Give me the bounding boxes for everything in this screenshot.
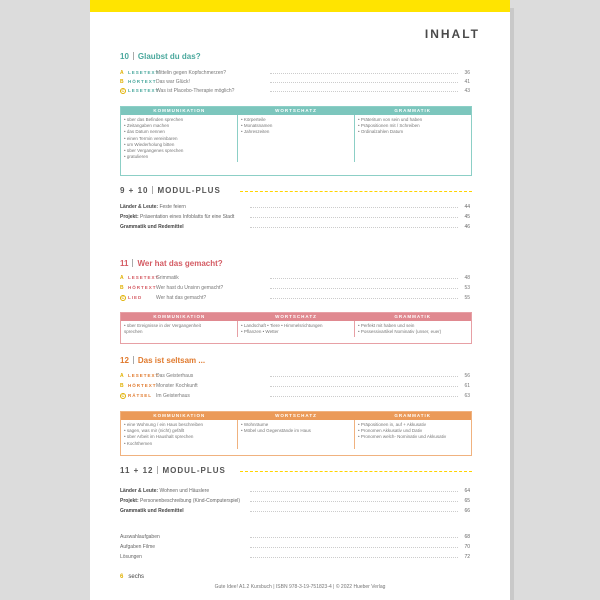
top-accent-bar — [90, 0, 510, 12]
chapter-heading — [120, 52, 201, 61]
toc-entry[interactable]: C RÄTSEL Im Geisterhaus 63 — [121, 393, 470, 399]
wortschatz-col: • Landschaft • Tiere • Himmelsrichtungen • Pflanzen • Wetter — [237, 321, 354, 337]
chapter-heading: 12 Das ist seltsam ... — [120, 356, 206, 365]
toc-entry[interactable]: B HÖRTEXTWer hast du Unsinn gemacht? 53 — [120, 285, 470, 291]
toc-entry[interactable]: A LESETEXTGrimmatik 48 — [120, 275, 470, 281]
toc-entry[interactable]: Länder & Leute: Wohnen und Häuslere 64 — [120, 488, 470, 494]
dashed-divider — [240, 191, 472, 192]
grammatik-col: • Präteritum von sein und haben • Präpositionen mit / Schreiben • Ordinalzahlen Datum — [354, 115, 471, 162]
toc-entry[interactable]: Grammatik und Redemittel 66 — [120, 508, 470, 514]
kommunikation-col: • über Ereignisse in der Vergangenheit sprechen — [124, 323, 201, 335]
toc-entry[interactable]: C LESETEXTWas ist Placebo-Therapie möglich? 43 — [121, 88, 470, 94]
toc-entry[interactable]: C LIED Wer hat das gemacht? 55 — [121, 295, 470, 301]
toc-entry[interactable]: Projekt: Präsentation eines Infoblatts für eine Stadt 45 — [120, 214, 470, 220]
dashed-divider — [240, 471, 472, 472]
chapter-title: Glaubst du das? — [137, 52, 201, 61]
toc-entry[interactable]: A LESETEXTMittelin gegen Kopfschmerzen? 36 — [120, 70, 470, 76]
chapter-heading: 9 + 10 MODUL-PLUS — [120, 186, 221, 195]
toc-page — [90, 0, 510, 600]
wortschatz-col: • Körperteile • Monatsnamen • Jahreszeiten — [237, 115, 354, 162]
page-title: INHALT — [424, 27, 480, 41]
toc-entry[interactable]: Grammatik und Redemittel 46 — [120, 224, 470, 230]
toc-entry[interactable]: Auswahlaufgaben 68 — [120, 534, 470, 540]
toc-entry[interactable]: A LESETEXTDas Geisterhaus 56 — [120, 373, 470, 379]
toc-entry[interactable]: Projekt: Personenbeschreibung (Kind-Computerspiel) 65 — [120, 498, 470, 504]
chapter-heading: 11 Wer hat das gemacht? — [120, 259, 223, 268]
page-number: 6 sechs — [120, 574, 145, 580]
kommunikation-col: • über das Befinden sprechen • Zeitangaben machen • das Datum nennen • einen Termin vereinbaren • um Wiederholung bitten • über Vergangenes sprechen • gratulieren — [124, 117, 184, 160]
toc-entry[interactable]: Aufgaben Filme 70 — [120, 544, 470, 550]
chapter-overview-grid: KOMMUNIKATION WORTSCHATZ GRAMMATIK • eine Wohnung / ein Haus beschreiben • sagen, was mir (nicht) gefällt • über Arbeit im Haushalt sprechen • Kochthemen • Wohnräume • Möbel und Gegenstände im Haus • Präpositionen in, auf + Akkusativ • Pronomen Akkusativ und Dativ • Pronomen welch- Nominativ und Akkusativ — [120, 411, 472, 456]
toc-entry[interactable]: B HÖRTEXTDas war Glück! 41 — [120, 79, 470, 85]
toc-entry[interactable]: B HÖRTEXTMonster Kochkunft 61 — [120, 383, 470, 389]
chapter-overview-grid: KOMMUNIKATION WORTSCHATZ GRAMMATIK • über Ereignisse in der Vergangenheit sprechen • Landschaft • Tiere • Himmelsrichtungen • Pflanzen • Wetter • Perfekt mit haben und sein • Possessivartikel Nominativ (unser, euer) — [120, 312, 472, 344]
wortschatz-col: • Wohnräume • Möbel und Gegenstände im Haus — [237, 420, 354, 449]
kommunikation-col: • eine Wohnung / ein Haus beschreiben • sagen, was mir (nicht) gefällt • über Arbeit im Haushalt sprechen • Kochthemen — [124, 422, 204, 446]
grammatik-col: • Perfekt mit haben und sein • Possessivartikel Nominativ (unser, euer) — [354, 321, 471, 337]
grammatik-col: • Präpositionen in, auf + Akkusativ • Pronomen Akkusativ und Dativ • Pronomen welch- Nominativ und Akkusativ — [354, 420, 471, 449]
chapter-heading: 11 + 12 MODUL-PLUS — [120, 466, 226, 475]
page-shadow — [510, 8, 514, 600]
chapter-overview-grid: KOMMUNIKATION WORTSCHATZ GRAMMATIK • über das Befinden sprechen • Zeitangaben machen • das Datum nennen • einen Termin vereinbaren • um Wiederholung bitten • über Vergangenes sprechen • gratulieren • Körperteile • Monatsnamen • Jahreszeiten • Präteritum von sein und haben • Präpositionen mit / Schreiben • Ordinalzahlen Datum — [120, 106, 472, 176]
chapter-number: 10 — [120, 52, 129, 61]
toc-entry[interactable]: Länder & Leute: Feste feiern 44 — [120, 204, 470, 210]
imprint: Gute Idee! A1.2 Kursbuch | ISBN 978-3-19-751823-4 | © 2022 Hueber Verlag — [214, 584, 386, 590]
toc-entry[interactable]: Lösungen 72 — [120, 554, 470, 560]
